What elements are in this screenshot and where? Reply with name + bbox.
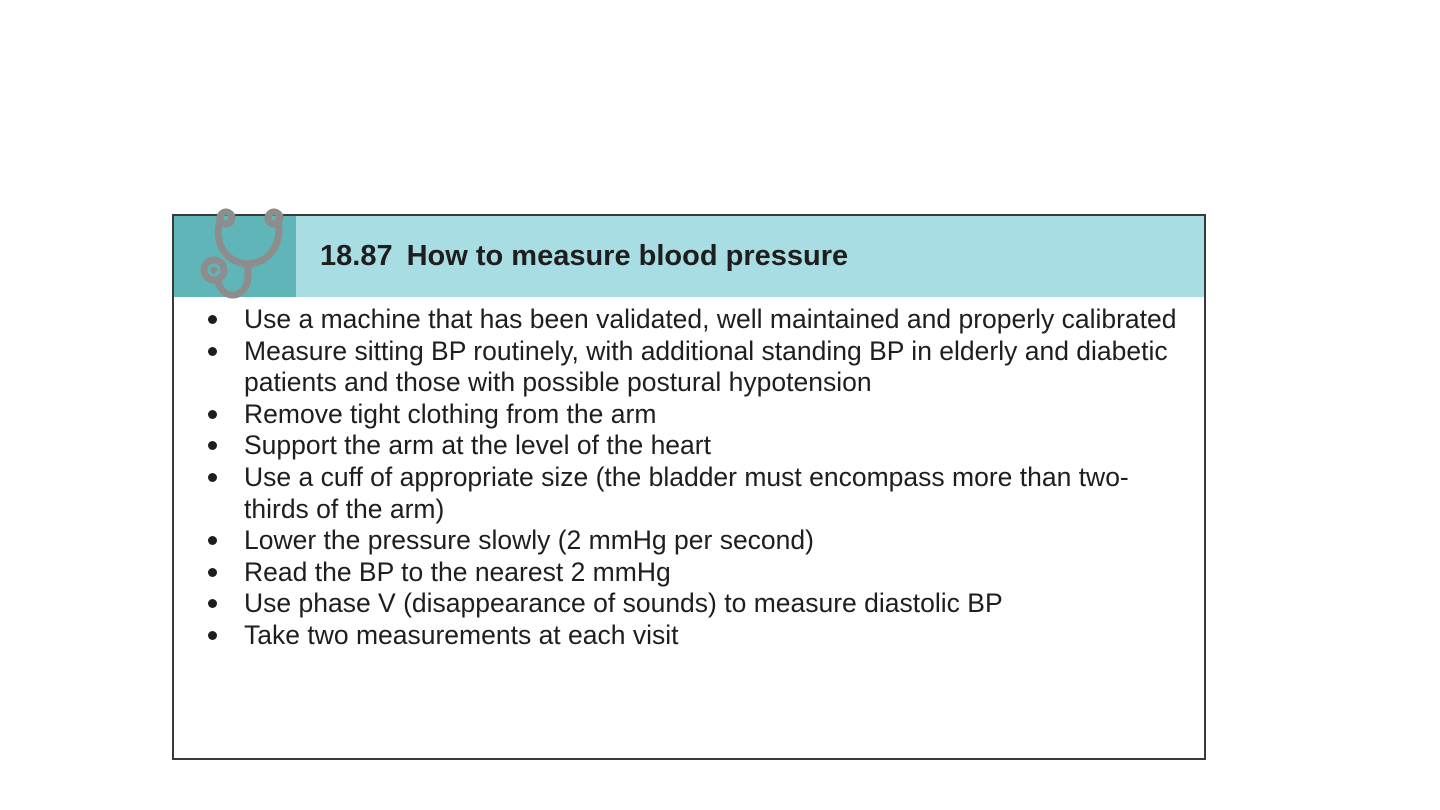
box-number: 18.87 [320, 240, 393, 272]
bullet-icon [208, 347, 217, 356]
bullet-list [204, 304, 1184, 652]
list-item [204, 557, 1184, 589]
list-item-text: Use phase V (disappearance of sounds) to measure diastolic BP [244, 588, 1003, 619]
list-item [204, 430, 1184, 462]
list-item-text: Lower the pressure slowly (2 mmHg per second) [244, 525, 814, 556]
box-title-text: How to measure blood pressure [406, 240, 849, 272]
list-item-text: Use a machine that has been validated, well maintained and properly calibrated [244, 304, 1177, 334]
list-item-text: Use a cuff of appropriate size (the bladder must encompass more than two-thirds of the arm) [244, 461, 1129, 524]
list-item [204, 336, 1184, 399]
list-item [204, 399, 1184, 431]
box-header [174, 216, 1204, 297]
stethoscope-icon [188, 202, 308, 302]
bullet-icon [208, 315, 217, 324]
list-item-text: Support the arm at the level of the heart [244, 430, 711, 461]
bullet-icon [208, 441, 217, 450]
bullet-icon [208, 631, 217, 640]
bullet-icon [208, 473, 217, 482]
list-item [204, 462, 1184, 525]
box-title [320, 240, 848, 273]
bullet-icon [208, 568, 217, 577]
list-item [204, 588, 1184, 620]
info-box [172, 214, 1206, 760]
list-item [204, 620, 1184, 652]
bullet-icon [208, 410, 217, 419]
list-item [204, 525, 1184, 557]
bullet-icon [208, 536, 217, 545]
list-item-text: Remove tight clothing from the arm [244, 398, 657, 429]
list-item-text: Read the BP to the nearest 2 mmHg [244, 556, 671, 587]
list-item-text: Measure sitting BP routinely, with additional standing BP in elderly and diabetic patients and those with possible postural hypotension [244, 335, 1168, 398]
bullet-icon [208, 599, 217, 608]
list-item-text: Take two measurements at each visit [244, 619, 679, 650]
list-item [204, 304, 1184, 336]
